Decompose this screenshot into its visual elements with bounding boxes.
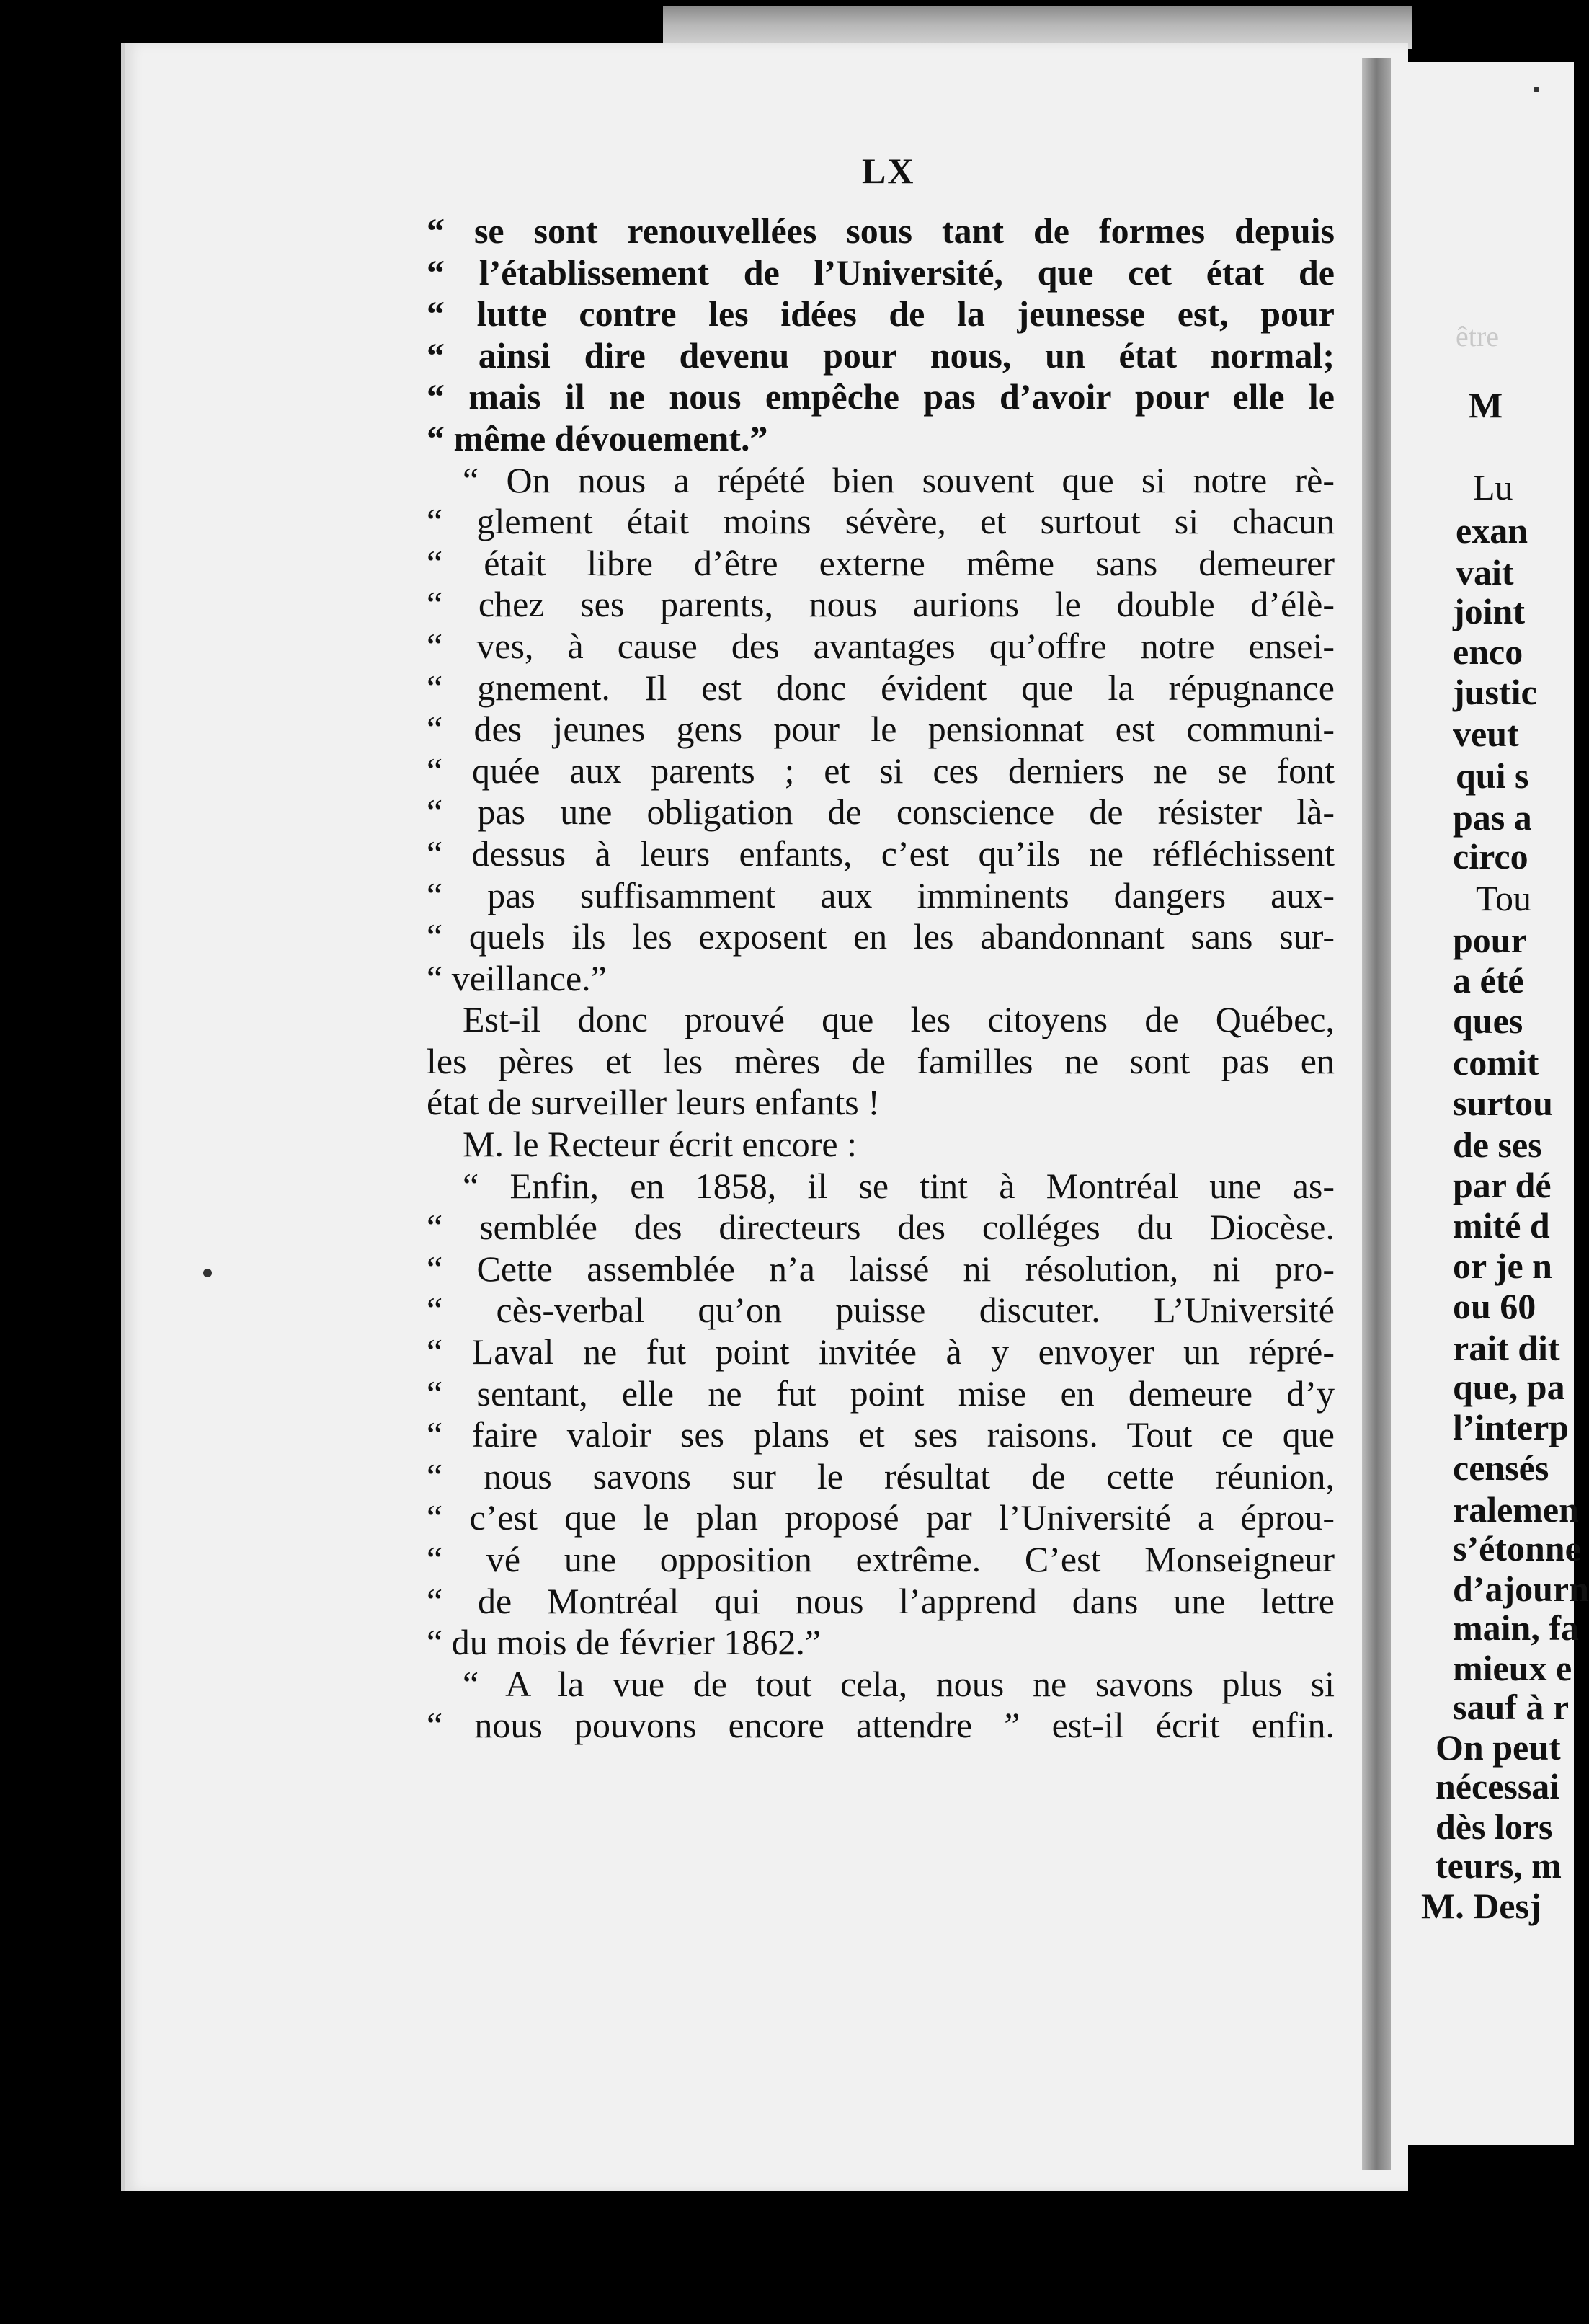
- text-line: “ même dévouement.”: [427, 417, 768, 458]
- text-line: “ gnement. Il est donc évident que la répugnance: [427, 667, 1335, 708]
- right-line: ques: [1453, 1001, 1523, 1041]
- right-line: de ses: [1453, 1125, 1542, 1165]
- text-line: “ se sont renouvellées sous tant de formes depuis: [427, 210, 1335, 251]
- right-line: comit: [1453, 1042, 1539, 1083]
- right-line: par dé: [1453, 1165, 1552, 1205]
- text-line: “ pas suffisamment aux imminents dangers aux-: [427, 874, 1335, 915]
- right-line: M: [1469, 385, 1503, 425]
- text-line: “ des jeunes gens pour le pensionnat est communi-: [427, 709, 1335, 750]
- text-line: “ du mois de février 1862.”: [427, 1622, 822, 1663]
- right-line: mité d: [1453, 1205, 1550, 1246]
- text-line: “ chez ses parents, nous aurions le double d’élè-: [427, 584, 1335, 625]
- right-line: mieux e: [1453, 1648, 1572, 1688]
- book-gutter: [1362, 58, 1391, 2170]
- paper-speck: [203, 1269, 212, 1277]
- text-line: “ c’est que le plan proposé par l’Université a éprou-: [427, 1497, 1335, 1538]
- page-number: LX: [862, 151, 915, 191]
- right-line: Lu: [1473, 467, 1513, 507]
- text-line: “ vé une opposition extrême. C’est Monseigneur: [427, 1539, 1335, 1579]
- right-line: nécessai: [1436, 1766, 1560, 1806]
- text-line: “ quée aux parents ; et si ces derniers ne se font: [427, 750, 1335, 791]
- right-line: pas a: [1453, 797, 1532, 838]
- text-line: “ était libre d’être externe même sans demeurer: [427, 542, 1335, 583]
- text-line: “ nous savons sur le résultat de cette réunion,: [427, 1455, 1335, 1496]
- text-line: “ quels ils les exposent en les abandonnant sans sur-: [427, 916, 1335, 957]
- paper-speck: [1534, 87, 1539, 92]
- text-line: état de surveiller leurs enfants !: [427, 1082, 880, 1123]
- torn-page-strip: [663, 6, 1412, 49]
- right-line: sauf à r: [1453, 1687, 1570, 1727]
- right-line: main, fa: [1453, 1607, 1579, 1648]
- text-line: “ Laval ne fut point invitée à y envoyer un répré-: [427, 1331, 1335, 1372]
- text-line: “ lutte contre les idées de la jeunesse est, pour: [427, 293, 1335, 334]
- right-line: dès lors: [1436, 1806, 1553, 1847]
- text-line: “ sentant, elle ne fut point mise en demeure d’y: [427, 1372, 1335, 1414]
- text-line: “ glement était moins sévère, et surtout si chacun: [427, 501, 1335, 542]
- text-line: “ l’établissement de l’Université, que cet état de: [427, 252, 1335, 293]
- text-line: “ Cette assemblée n’a laissé ni résolution, ni pro-: [427, 1248, 1335, 1289]
- text-line: “ veillance.”: [427, 957, 607, 998]
- text-line: “ ainsi dire devenu pour nous, un état normal;: [427, 334, 1335, 376]
- right-line: veut: [1453, 714, 1519, 754]
- text-line: “ nous pouvons encore attendre ” est-il écrit enfin.: [427, 1705, 1335, 1746]
- text-line: “ A la vue de tout cela, nous ne savons plus si: [463, 1663, 1335, 1704]
- right-line: qui s: [1456, 755, 1529, 796]
- right-line: M. Desj: [1421, 1886, 1541, 1926]
- right-line: joint: [1453, 591, 1525, 631]
- right-line: pour: [1453, 920, 1527, 960]
- text-line: Est-il donc prouvé que les citoyens de Québec,: [463, 999, 1335, 1040]
- text-line: “ mais il ne nous empêche pas d’avoir pour elle le: [427, 376, 1335, 417]
- text-line: “ Enfin, en 1858, il se tint à Montréal une as-: [463, 1165, 1335, 1206]
- text-line: “ semblée des directeurs des colléges du Diocèse.: [427, 1207, 1335, 1248]
- right-line: vait: [1456, 552, 1514, 593]
- right-page: [1391, 62, 1589, 2145]
- text-line: “ pas une obligation de conscience de résister là-: [427, 791, 1335, 833]
- right-line: l’interp: [1453, 1407, 1570, 1447]
- right-line: surtou: [1453, 1083, 1553, 1123]
- text-line: “ faire valoir ses plans et ses raisons. Tout ce que: [427, 1414, 1335, 1455]
- right-line: censés: [1453, 1447, 1549, 1488]
- text-line: “ de Montréal qui nous l’apprend dans une lettre: [427, 1580, 1335, 1621]
- right-line: On peut: [1436, 1727, 1561, 1768]
- right-line: rait dit: [1453, 1328, 1560, 1368]
- text-line: “ dessus à leurs enfants, c’est qu’ils ne réfléchissent: [427, 833, 1335, 874]
- right-line: s’étonne: [1453, 1528, 1581, 1569]
- text-line: “ On nous a répété bien souvent que si notre rè-: [463, 459, 1335, 500]
- bleed-through-text: être: [1456, 320, 1499, 352]
- right-line: teurs, m: [1436, 1845, 1562, 1886]
- right-line: enco: [1453, 631, 1523, 672]
- right-line: ou 60: [1453, 1286, 1536, 1326]
- right-line: ralemen: [1453, 1489, 1579, 1530]
- right-line: exan: [1456, 510, 1528, 551]
- text-line: “ cès-verbal qu’on puisse discuter. L’Université: [427, 1290, 1335, 1331]
- text-line: “ ves, à cause des avantages qu’offre notre ensei-: [427, 625, 1335, 666]
- text-line: M. le Recteur écrit encore :: [463, 1124, 857, 1165]
- right-line: or je n: [1453, 1246, 1552, 1286]
- right-line: justic: [1453, 672, 1537, 712]
- right-line: a été: [1453, 960, 1524, 1001]
- text-line: les pères et les mères de familles ne sont pas en: [427, 1040, 1335, 1081]
- right-line: Tou: [1476, 878, 1532, 918]
- right-line: d’ajourn: [1453, 1569, 1589, 1609]
- right-line: circo: [1453, 836, 1528, 877]
- body-text: [427, 210, 1335, 1747]
- right-line: que, pa: [1453, 1367, 1565, 1407]
